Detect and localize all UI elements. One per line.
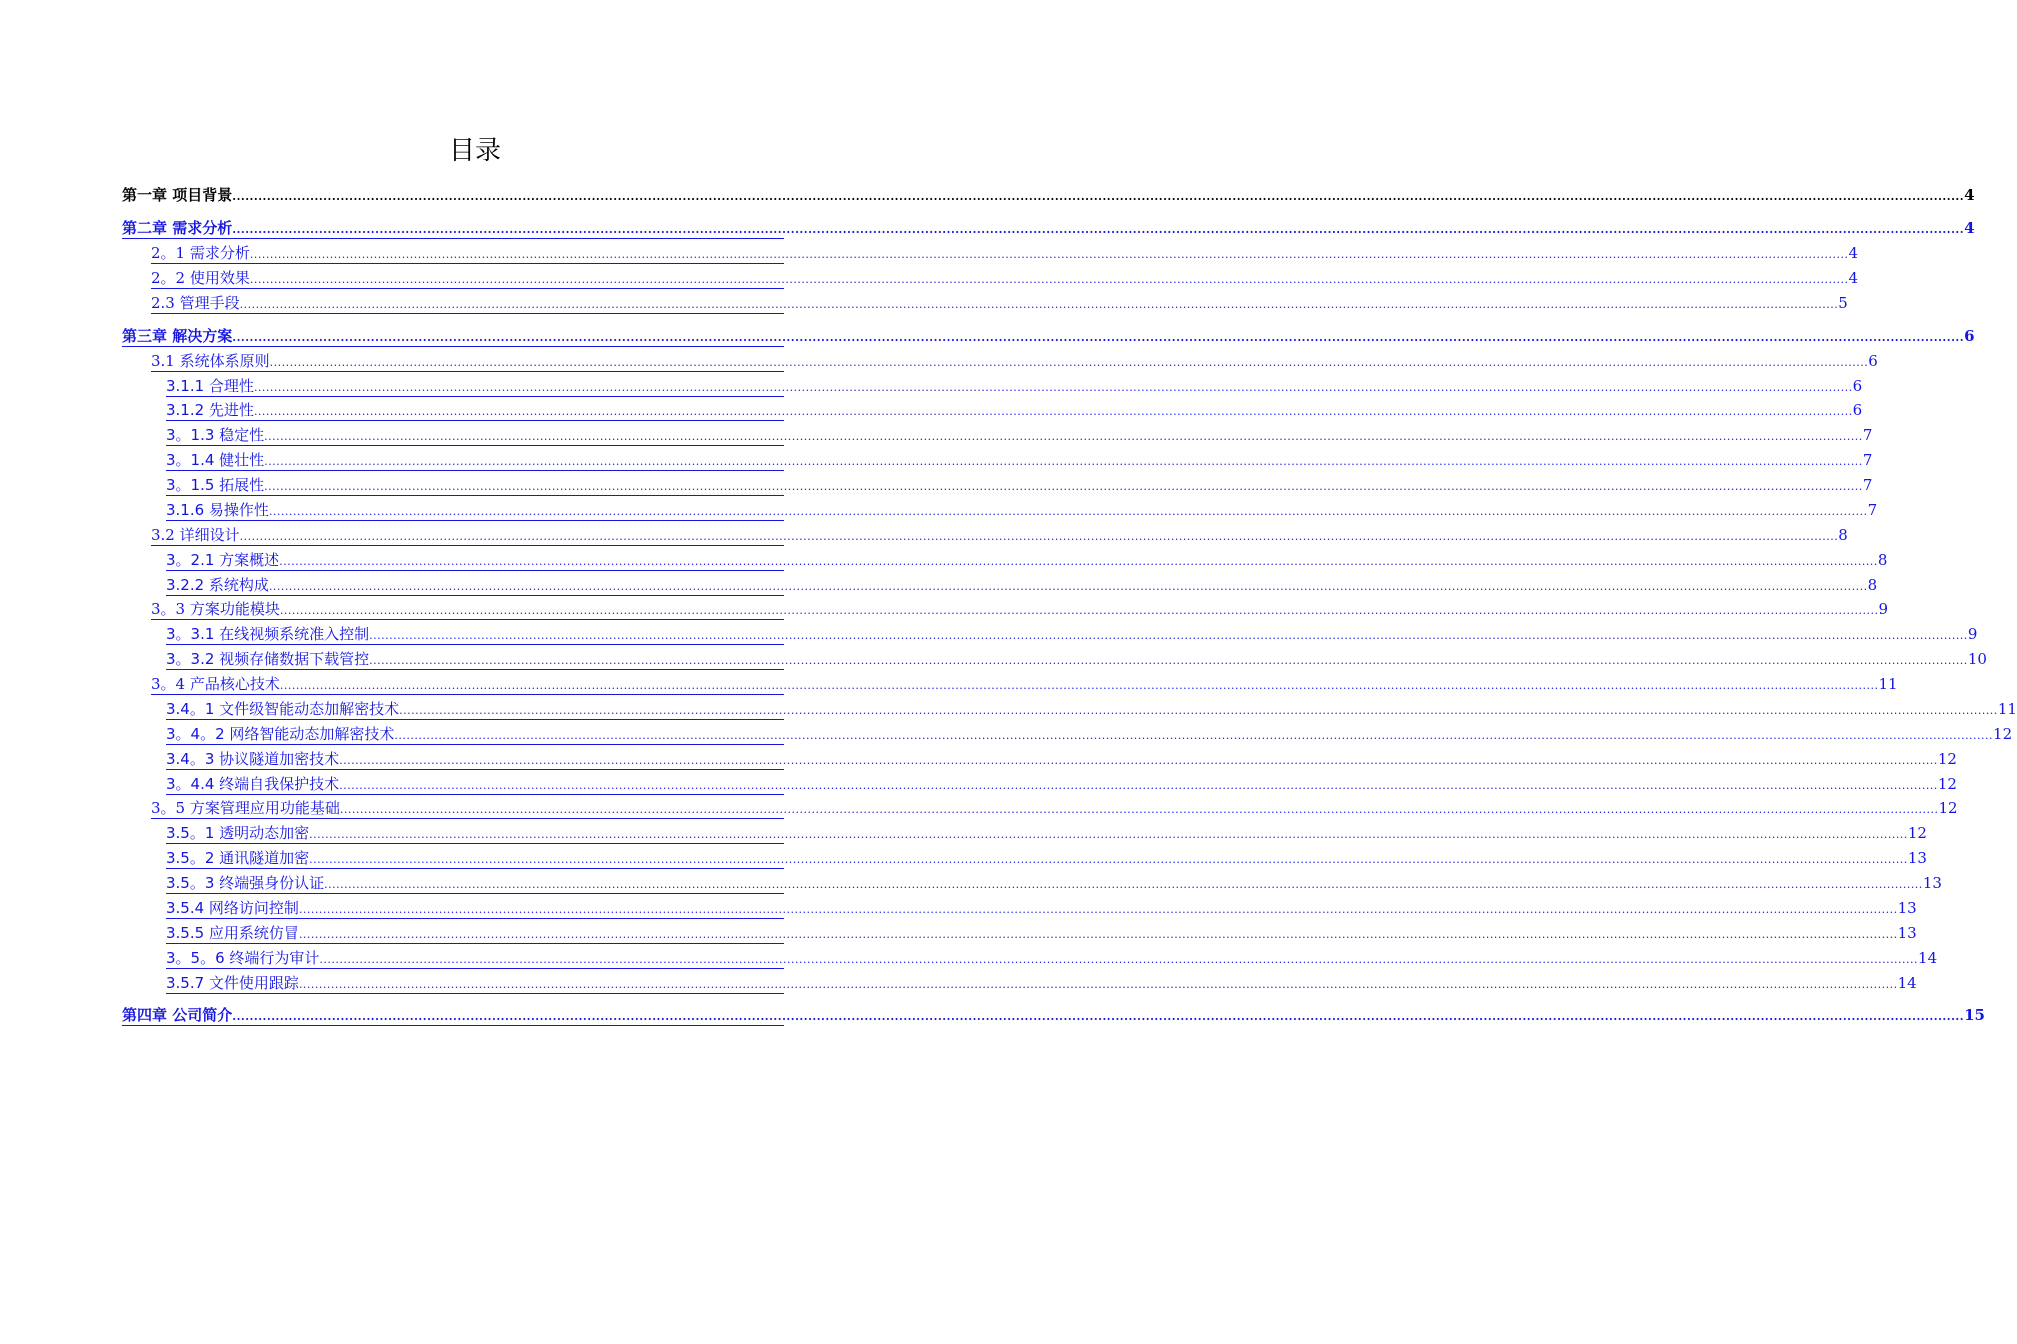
toc-entry[interactable] — [151, 525, 1848, 546]
toc-entry[interactable] — [166, 724, 2013, 745]
toc-entry[interactable] — [166, 475, 1873, 496]
toc-page-number: 4 — [1964, 219, 1975, 237]
toc-entry[interactable] — [151, 351, 1878, 372]
toc-page-number: 12 — [1938, 799, 1958, 817]
toc-entry-title: 3.5。3 终端强身份认证 — [166, 874, 325, 892]
toc-dot-leader: ................................................................................................................................................................................................................................................................................................................................................................................................................ — [268, 580, 1868, 593]
toc-entry-title: 2。1 需求分析 — [151, 244, 250, 262]
toc-page-number: 8 — [1838, 526, 1848, 544]
toc-entry-title: 3.2.2 系统构成 — [166, 576, 269, 594]
toc-page-number: 7 — [1862, 476, 1873, 494]
toc-dot-leader: ................................................................................................................................................................................................................................................................................................................................................................................................................ — [298, 903, 1898, 916]
toc-page-number: 6 — [1868, 352, 1878, 370]
toc-entry-title: 3.5。1 透明动态加密 — [166, 824, 310, 842]
toc-entry[interactable] — [166, 649, 1987, 670]
toc-entry-title: 第一章 项目背景 — [122, 186, 233, 204]
toc-entry-title: 3.1.6 易操作性 — [166, 501, 269, 519]
toc-dot-leader: ................................................................................................................................................................................................................................................................................................................................................................................................................ — [394, 729, 1994, 742]
toc-entry-title: 3。1.3 稳定性 — [166, 426, 265, 444]
toc-entry-title: 3.1.1 合理性 — [166, 377, 254, 395]
toc-dot-leader: ................................................................................................................................................................................................................................................................................................................................................................................................................ — [279, 604, 1879, 617]
toc-entry[interactable] — [166, 948, 1938, 969]
toc-page-number: 9 — [1967, 625, 1978, 643]
toc-entry[interactable] — [166, 500, 1878, 521]
toc-entry-title: 3。4 产品核心技术 — [151, 675, 280, 693]
toc-entry-title: 第三章 解决方案 — [122, 327, 233, 345]
toc-page-number: 12 — [1907, 824, 1927, 842]
toc-entry[interactable] — [151, 268, 1859, 289]
toc-page-number: 12 — [1937, 775, 1957, 793]
toc-dot-leader: ................................................................................................................................................................................................................................................................................................................................................................................................................ — [253, 381, 1853, 394]
toc-page-number: 6 — [1852, 401, 1863, 419]
toc-entry[interactable] — [166, 873, 1942, 894]
toc-page-number: 9 — [1878, 600, 1889, 618]
toc-entry — [122, 185, 1975, 205]
toc-entry-title: 3.4。1 文件级智能动态加解密技术 — [166, 700, 400, 718]
toc-dot-leader: ................................................................................................................................................................................................................................................................................................................................................................................................................ — [279, 555, 1878, 568]
toc-page-number: 7 — [1862, 451, 1873, 469]
toc-entry[interactable] — [166, 848, 1927, 869]
toc-dot-leader: ................................................................................................................................................................................................................................................................................................................................................................................................................ — [369, 654, 1968, 667]
toc-dot-leader: ................................................................................................................................................................................................................................................................................................................................................................................................................ — [239, 530, 1839, 543]
toc-dot-leader: ................................................................................................................................................................................................................................................................................................................................................................................................................ — [298, 928, 1898, 941]
toc-entry[interactable] — [166, 923, 1917, 944]
toc-entry-title: 3.5。2 通讯隧道加密 — [166, 849, 310, 867]
toc-dot-leader: ................................................................................................................................................................................................................................................................................................................................................................................................................ — [339, 754, 1938, 767]
toc-dot-leader: ................................................................................................................................................................................................................................................................................................................................................................................................................ — [232, 1010, 1965, 1023]
toc-entry[interactable] — [151, 599, 1889, 620]
toc-dot-leader: ................................................................................................................................................................................................................................................................................................................................................................................................................ — [264, 455, 1863, 468]
toc-entry[interactable] — [166, 550, 1888, 571]
toc-entry[interactable] — [122, 1005, 1985, 1026]
toc-page-number: 12 — [1937, 750, 1957, 768]
toc-page-number: 11 — [1997, 700, 2017, 718]
toc-entry-title: 3.1 系统体系原则 — [151, 352, 270, 370]
toc-dot-leader: ................................................................................................................................................................................................................................................................................................................................................................................................................ — [253, 405, 1853, 418]
toc-dot-leader: ................................................................................................................................................................................................................................................................................................................................................................................................................ — [399, 704, 1998, 717]
toc-page-number: 6 — [1964, 327, 1975, 345]
toc-page-number: 11 — [1878, 675, 1898, 693]
toc-entry[interactable] — [166, 575, 1878, 596]
toc-dot-leader: ................................................................................................................................................................................................................................................................................................................................................................................................................ — [269, 356, 1869, 369]
toc-dot-leader: ................................................................................................................................................................................................................................................................................................................................................................................................................ — [309, 828, 1908, 841]
toc-page-number: 5 — [1838, 294, 1848, 312]
toc-page-number: 8 — [1877, 551, 1888, 569]
toc-page-number: 13 — [1922, 874, 1942, 892]
toc-entry[interactable] — [166, 400, 1863, 421]
toc-page-number: 7 — [1867, 501, 1878, 519]
toc-entry[interactable] — [151, 293, 1848, 314]
toc-entry-title: 3。5 方案管理应用功能基础 — [151, 799, 340, 817]
toc-entry-title: 2。2 使用效果 — [151, 269, 250, 287]
toc-page-number: 8 — [1867, 576, 1878, 594]
toc-entry[interactable] — [151, 674, 1898, 695]
toc-dot-leader: ................................................................................................................................................................................................................................................................................................................................................................................................................ — [239, 298, 1839, 311]
toc-dot-leader: ................................................................................................................................................................................................................................................................................................................................................................................................................ — [319, 953, 1919, 966]
toc-entry-title: 3。5。6 终端行为审计 — [166, 949, 320, 967]
toc-entry[interactable] — [166, 823, 1927, 844]
toc-entry[interactable] — [166, 973, 1917, 994]
toc-dot-leader: ................................................................................................................................................................................................................................................................................................................................................................................................................ — [232, 223, 1965, 236]
toc-entry[interactable] — [166, 624, 1978, 645]
toc-entry-title: 3.5.7 文件使用跟踪 — [166, 974, 299, 992]
toc-entry[interactable] — [151, 798, 1958, 819]
toc-entry-title: 3。4.4 终端自我保护技术 — [166, 775, 340, 793]
toc-entry[interactable] — [166, 898, 1917, 919]
toc-dot-leader: ................................................................................................................................................................................................................................................................................................................................................................................................................ — [339, 803, 1939, 816]
toc-page-number: 13 — [1897, 924, 1917, 942]
toc-page-number: 4 — [1848, 269, 1859, 287]
toc-entry[interactable] — [166, 774, 1957, 795]
toc-title: 目录 — [448, 136, 501, 166]
toc-page-number: 6 — [1852, 377, 1863, 395]
toc-dot-leader: ................................................................................................................................................................................................................................................................................................................................................................................................................ — [232, 190, 1965, 203]
toc-entry[interactable] — [122, 326, 1975, 347]
toc-entry[interactable] — [166, 450, 1873, 471]
toc-entry-title: 3.5.5 应用系统仿冒 — [166, 924, 299, 942]
toc-page-number: 15 — [1964, 1006, 1985, 1024]
toc-dot-leader: ................................................................................................................................................................................................................................................................................................................................................................................................................ — [264, 480, 1863, 493]
toc-dot-leader: ................................................................................................................................................................................................................................................................................................................................................................................................................ — [309, 853, 1908, 866]
toc-page-number: 10 — [1967, 650, 1987, 668]
toc-page-number: 14 — [1897, 974, 1917, 992]
toc-page-number: 13 — [1907, 849, 1927, 867]
toc-page-number: 13 — [1897, 899, 1917, 917]
toc-dot-leader: ................................................................................................................................................................................................................................................................................................................................................................................................................ — [298, 978, 1898, 991]
toc-entry-title: 3。1.5 拓展性 — [166, 476, 265, 494]
toc-entry[interactable] — [166, 376, 1863, 397]
toc-entry[interactable] — [166, 749, 1957, 770]
toc-dot-leader: ................................................................................................................................................................................................................................................................................................................................................................................................................ — [264, 430, 1863, 443]
toc-entry-title: 3.1.2 先进性 — [166, 401, 254, 419]
toc-page-number: 14 — [1918, 949, 1938, 967]
toc-dot-leader: ................................................................................................................................................................................................................................................................................................................................................................................................................ — [249, 273, 1849, 286]
toc-entry-title: 3。4。2 网络智能动态加解密技术 — [166, 725, 395, 743]
toc-entry-title: 第四章 公司简介 — [122, 1006, 233, 1024]
toc-entry[interactable] — [166, 425, 1873, 446]
toc-dot-leader: ................................................................................................................................................................................................................................................................................................................................................................................................................ — [232, 331, 1965, 344]
toc-dot-leader: ................................................................................................................................................................................................................................................................................................................................................................................................................ — [324, 878, 1923, 891]
toc-entry-title: 2.3 管理手段 — [151, 294, 240, 312]
toc-entry-title: 3。1.4 健壮性 — [166, 451, 265, 469]
toc-entry[interactable] — [151, 243, 1859, 264]
toc-page-number: 12 — [1993, 725, 2013, 743]
toc-entry-title: 3。3.2 视频存储数据下载管控 — [166, 650, 370, 668]
toc-entry-title: 3.5.4 网络访问控制 — [166, 899, 299, 917]
toc-page-number: 7 — [1862, 426, 1873, 444]
toc-entry-title: 3。3 方案功能模块 — [151, 600, 280, 618]
toc-entry-title: 3。2.1 方案概述 — [166, 551, 280, 569]
toc-entry-title: 3。3.1 在线视频系统准入控制 — [166, 625, 370, 643]
toc-dot-leader: ................................................................................................................................................................................................................................................................................................................................................................................................................ — [369, 629, 1968, 642]
toc-entry-title: 第二章 需求分析 — [122, 219, 233, 237]
toc-dot-leader: ................................................................................................................................................................................................................................................................................................................................................................................................................ — [249, 248, 1849, 261]
toc-dot-leader: ................................................................................................................................................................................................................................................................................................................................................................................................................ — [268, 505, 1868, 518]
toc-entry-title: 3.2 详细设计 — [151, 526, 240, 544]
toc-page-number: 4 — [1964, 186, 1975, 204]
toc-dot-leader: ................................................................................................................................................................................................................................................................................................................................................................................................................ — [279, 679, 1879, 692]
toc-entry[interactable] — [122, 218, 1975, 239]
toc-entry[interactable] — [166, 699, 2017, 720]
toc-dot-leader: ................................................................................................................................................................................................................................................................................................................................................................................................................ — [339, 779, 1938, 792]
toc-page-number: 4 — [1848, 244, 1859, 262]
toc-entry-title: 3.4。3 协议隧道加密技术 — [166, 750, 340, 768]
